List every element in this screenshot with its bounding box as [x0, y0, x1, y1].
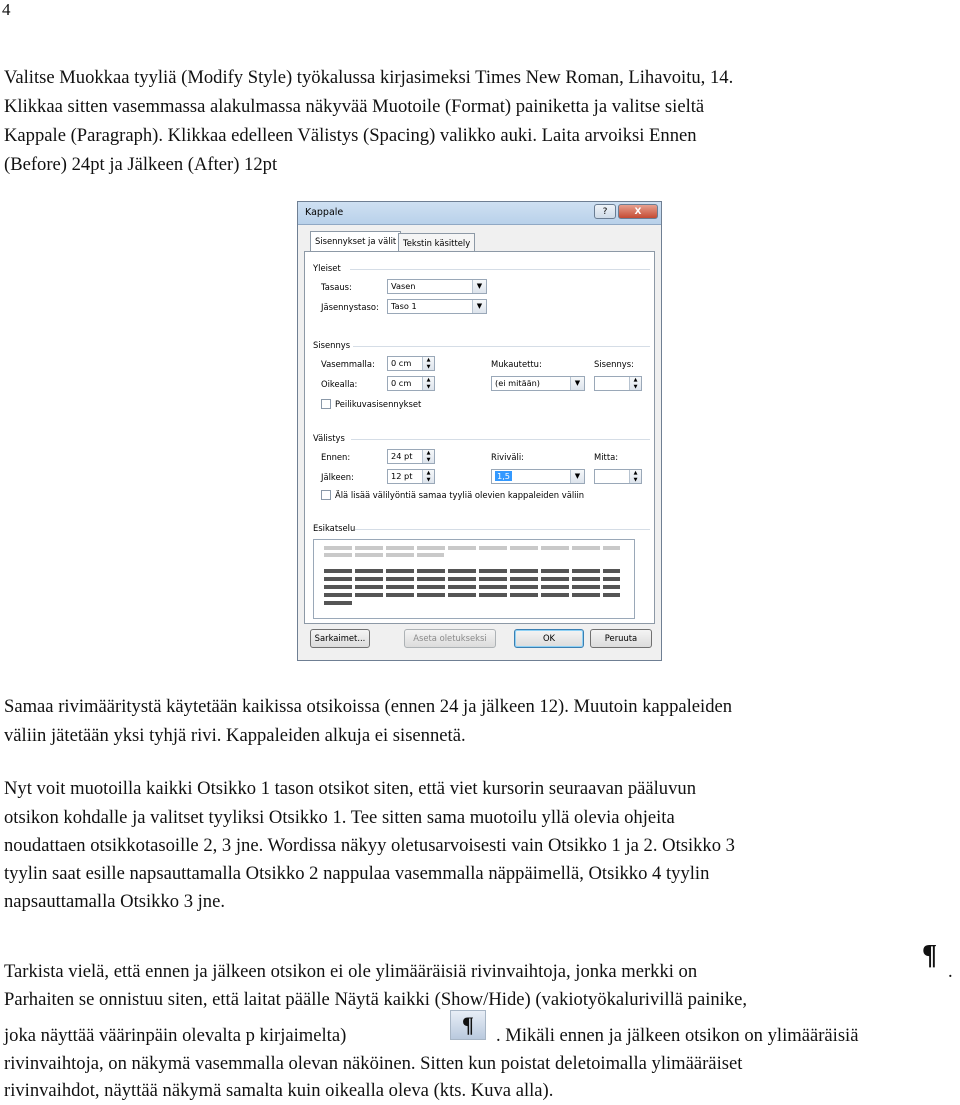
- spacing-after-value: 12 pt: [391, 471, 413, 481]
- intro-line: (Before) 24pt ja Jälkeen (After) 12pt: [4, 154, 278, 175]
- cancel-button[interactable]: Peruuta: [590, 629, 652, 648]
- spacing-at-input[interactable]: [594, 469, 642, 484]
- intro-line: Klikkaa sitten vasemmassa alakulmassa näkyvää Muotoile (Format) painiketta ja valitse sieltä: [4, 96, 705, 117]
- line-spacing-select[interactable]: [491, 469, 585, 484]
- preview-line: [324, 569, 620, 573]
- body-line: rivinvaihtoja, on näkymä vasemmalla olevan näköinen. Sitten kun poistat deletoimalla ylimääräiset: [4, 1053, 743, 1074]
- indent-right-value: 0 cm: [391, 378, 412, 388]
- paragraph-dialog: [297, 201, 662, 661]
- spinner-icon[interactable]: ▲ ▼: [422, 450, 434, 463]
- indent-by-label: Sisennys:: [594, 359, 634, 369]
- chevron-down-icon: ▼: [570, 377, 584, 390]
- body-line: väliin jätetään yksi tyhjä rivi. Kappaleiden alkuja ei sisennetä.: [4, 725, 466, 746]
- divider: [351, 439, 650, 440]
- preview-box: [313, 539, 635, 619]
- line-spacing-label: Riviväli:: [491, 452, 524, 462]
- page-number: 4: [2, 0, 11, 19]
- special-value: (ei mitään): [495, 378, 540, 388]
- body-line: Samaa rivimääritystä käytetään kaikissa otsikoissa (ennen 24 ja jälkeen 12). Muutoin kappaleiden: [4, 696, 733, 717]
- mirror-indents-checkbox[interactable]: [321, 399, 331, 409]
- spinner-icon[interactable]: ▲ ▼: [629, 377, 641, 390]
- preview-line: [324, 601, 352, 605]
- tab-panel: [304, 251, 655, 624]
- special-label: Mukautettu:: [491, 359, 542, 369]
- spinner-icon[interactable]: ▲ ▼: [422, 357, 434, 370]
- tabs-button[interactable]: Sarkaimet...: [310, 629, 370, 648]
- indent-left-value: 0 cm: [391, 358, 412, 368]
- dialog-titlebar: [298, 202, 661, 225]
- preview-line: [324, 585, 620, 589]
- special-select[interactable]: [491, 376, 585, 391]
- spinner-icon[interactable]: ▲ ▼: [422, 377, 434, 390]
- tab-line-page-breaks[interactable]: Tekstin käsittely: [398, 233, 475, 251]
- indent-by-input[interactable]: [594, 376, 642, 391]
- divider: [355, 529, 650, 530]
- alignment-select[interactable]: [387, 279, 487, 294]
- set-default-button[interactable]: Aseta oletukseksi: [404, 629, 496, 648]
- general-heading: Yleiset: [313, 263, 341, 273]
- spacing-before-input[interactable]: [387, 449, 435, 464]
- alignment-value: Vasen: [391, 281, 416, 291]
- chevron-down-icon: ▼: [472, 280, 486, 293]
- indent-right-input[interactable]: [387, 376, 435, 391]
- intro-line: Kappale (Paragraph). Klikkaa edelleen Välistys (Spacing) valikko auki. Laita arvoiksi Ennen: [4, 125, 697, 146]
- alignment-label: Tasaus:: [321, 282, 352, 292]
- outline-level-select[interactable]: [387, 299, 487, 314]
- preview-line: [324, 553, 444, 557]
- body-line: Tarkista vielä, että ennen ja jälkeen otsikon ei ole ylimääräisiä rivinvaihtoja, jonka merkki on: [4, 961, 698, 982]
- show-hide-button-icon: ¶: [450, 1010, 486, 1040]
- tab-indents-spacing[interactable]: Sisennykset ja välit: [310, 231, 401, 252]
- spinner-icon[interactable]: ▲ ▼: [629, 470, 641, 483]
- spacing-before-label: Ennen:: [321, 452, 351, 462]
- preview-line: [324, 593, 620, 597]
- outline-level-label: Jäsennystaso:: [321, 302, 379, 312]
- divider: [353, 346, 650, 347]
- dialog-title: Kappale: [305, 207, 344, 218]
- body-line: Parhaiten se onnistuu siten, että laitat päälle Näytä kaikki (Show/Hide) (vakiotyökalurivillä painike,: [4, 989, 748, 1010]
- body-line: joka näyttää väärinpäin olevalta p kirjaimelta): [4, 1025, 347, 1046]
- spacing-heading: Välistys: [313, 433, 345, 443]
- divider: [350, 269, 650, 270]
- close-button[interactable]: X: [618, 204, 658, 219]
- help-button[interactable]: ?: [594, 204, 616, 219]
- body-line: . Mikäli ennen ja jälkeen otsikon on ylimääräisiä: [496, 1025, 859, 1046]
- indent-left-label: Vasemmalla:: [321, 359, 375, 369]
- indent-left-input[interactable]: [387, 356, 435, 371]
- body-line: tyylin saat esille napsauttamalla Otsikko 2 nappulaa vasemmalla näppäimellä, Otsikko 4 tyylin: [4, 863, 710, 884]
- spacing-after-label: Jälkeen:: [321, 472, 354, 482]
- mirror-indents-label: Peilikuvasisennykset: [335, 399, 422, 409]
- spinner-icon[interactable]: ▲ ▼: [422, 470, 434, 483]
- line-spacing-value: 1,5: [497, 471, 511, 481]
- body-line: napsauttamalla Otsikko 3 jne.: [4, 891, 226, 912]
- dont-add-space-label: Älä lisää välilyöntiä samaa tyyliä olevien kappaleiden väliin: [335, 490, 585, 500]
- preview-line: [324, 546, 620, 550]
- outline-level-value: Taso 1: [391, 301, 417, 311]
- spacing-at-label: Mitta:: [594, 452, 619, 462]
- body-line-end: .: [948, 961, 953, 982]
- indent-right-label: Oikealla:: [321, 379, 358, 389]
- spacing-after-input[interactable]: [387, 469, 435, 484]
- preview-heading: Esikatselu: [313, 523, 356, 533]
- body-line: Nyt voit muotoilla kaikki Otsikko 1 tason otsikot siten, että viet kursorin seuraavan pääluvun: [4, 778, 696, 799]
- ok-button[interactable]: OK: [514, 629, 584, 648]
- chevron-down-icon: ▼: [570, 470, 584, 483]
- dont-add-space-checkbox[interactable]: [321, 490, 331, 500]
- preview-line: [324, 577, 620, 581]
- spacing-before-value: 24 pt: [391, 451, 413, 461]
- pilcrow-icon: ¶: [922, 940, 938, 971]
- indent-heading: Sisennys: [313, 340, 351, 350]
- intro-line: Valitse Muokkaa tyyliä (Modify Style) työkalussa kirjasimeksi Times New Roman, Lihavoitu, 14.: [4, 67, 734, 88]
- body-line: noudattaen otsikkotasoille 2, 3 jne. Wordissa näkyy oletusarvoisesti vain Otsikko 1 ja 2. Otsikko 3: [4, 835, 735, 856]
- body-line: otsikon kohdalle ja valitset tyyliksi Otsikko 1. Tee sitten sama muotoilu yllä olevia ohjeita: [4, 807, 675, 828]
- chevron-down-icon: ▼: [472, 300, 486, 313]
- body-line: rivinvaihdot, näyttää näkymä samalta kuin oikealla oleva (kts. Kuva alla).: [4, 1080, 554, 1101]
